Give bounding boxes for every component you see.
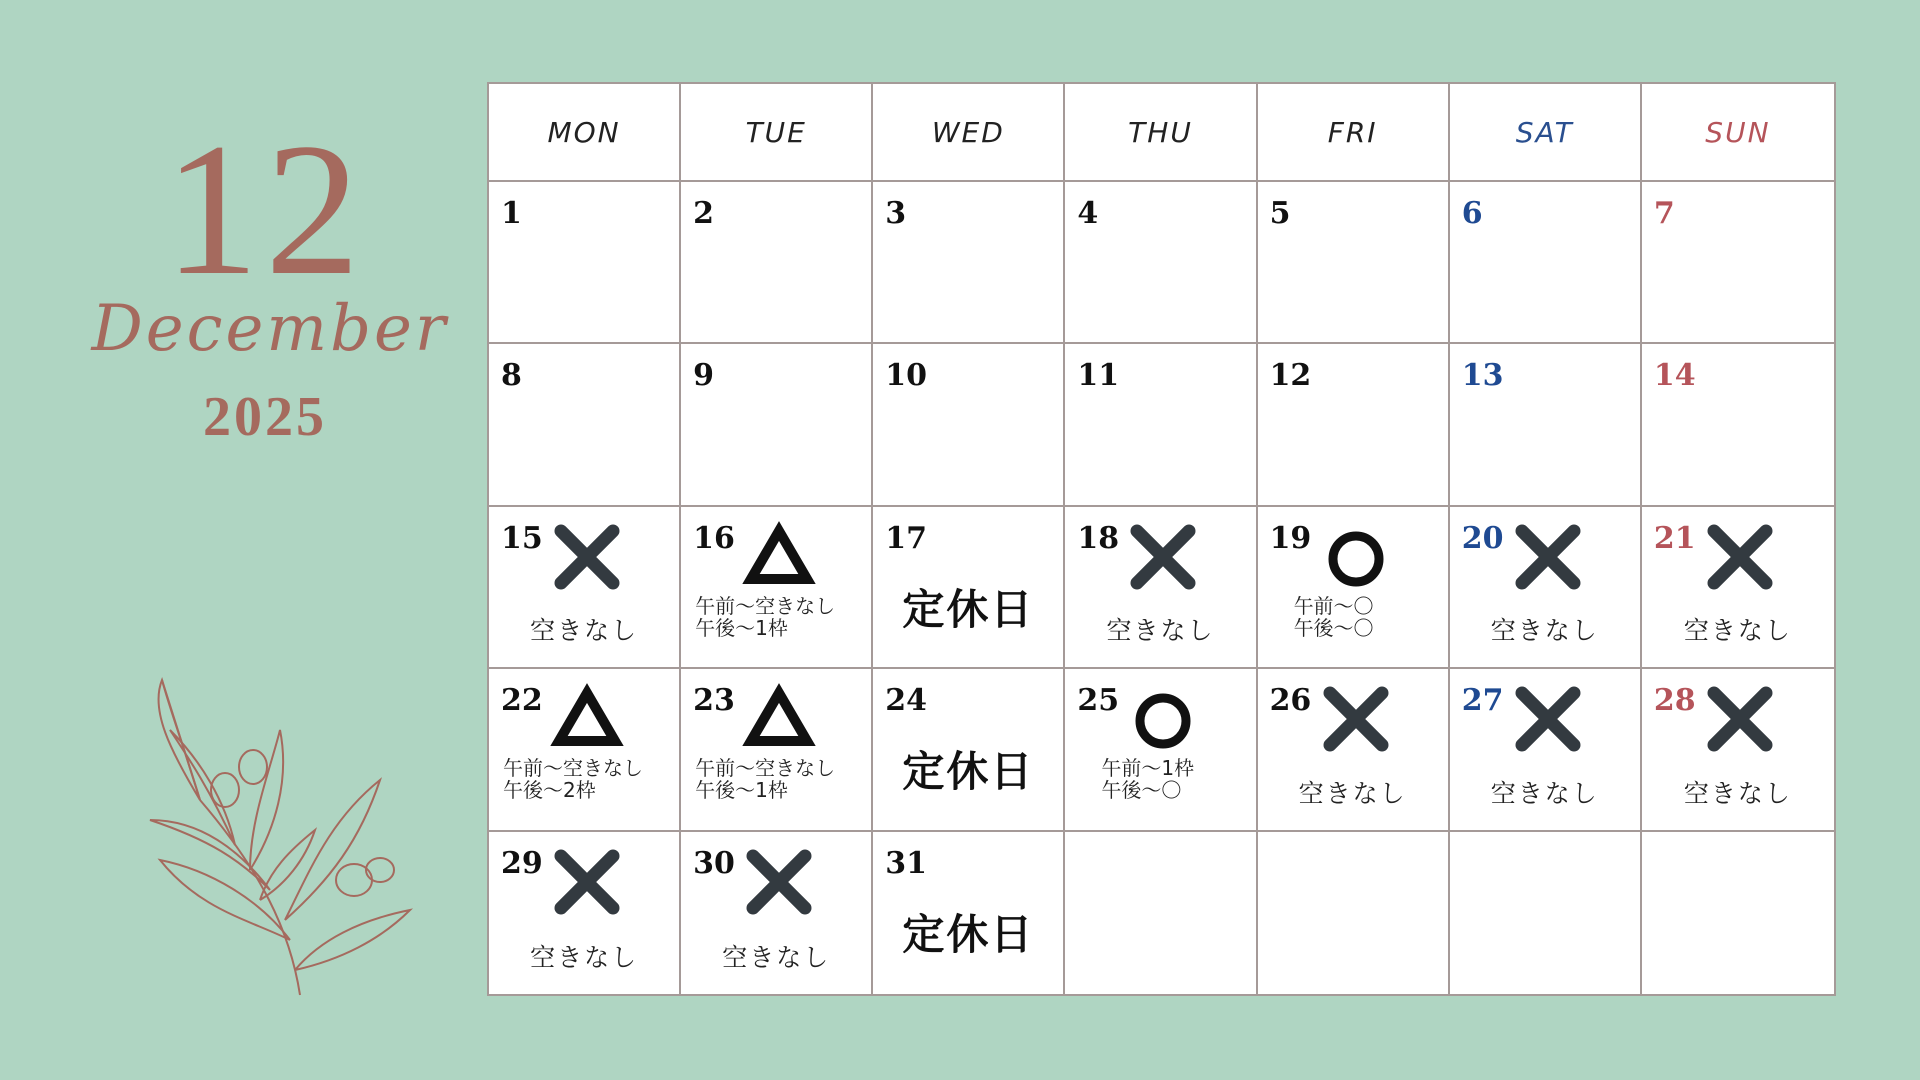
day-cell-23[interactable]	[681, 669, 873, 831]
day-number: 7	[1653, 196, 1675, 231]
day-cell-14[interactable]	[1642, 344, 1834, 506]
afternoon-slot: 午後～1枠	[695, 615, 788, 640]
day-cell-26[interactable]	[1258, 669, 1450, 831]
day-number: 30	[693, 845, 735, 881]
day-number: 11	[1077, 358, 1120, 394]
day-cell-16[interactable]	[681, 507, 873, 669]
day-cell-19[interactable]	[1258, 507, 1450, 669]
availability-note: 空きなし	[1683, 616, 1792, 646]
day-cell-25[interactable]	[1065, 669, 1257, 831]
availability-detail	[695, 757, 867, 801]
day-number: 17	[885, 520, 928, 556]
afternoon-slot: 午後～〇	[1101, 778, 1182, 803]
day-number: 25	[1077, 683, 1120, 719]
day-cell-1[interactable]	[489, 182, 681, 344]
weekday-header-wed: WED	[873, 84, 1065, 182]
day-number: 27	[1461, 683, 1504, 719]
triangle-icon	[741, 519, 817, 595]
weekday-header-fri: FRI	[1258, 84, 1450, 182]
day-cell-30[interactable]	[681, 832, 873, 994]
day-number: 24	[885, 683, 928, 719]
morning-slot: 午前～空きなし	[695, 756, 836, 781]
availability-note: 空きなし	[1490, 616, 1599, 646]
afternoon-slot: 午後～〇	[1293, 615, 1374, 640]
day-number: 15	[501, 520, 543, 556]
olive-branch-illustration	[140, 670, 430, 1000]
day-number: 20	[1461, 520, 1504, 556]
day-number: 26	[1269, 683, 1312, 719]
availability-note: 空きなし	[1490, 778, 1599, 808]
day-number: 21	[1653, 520, 1696, 556]
day-cell-6[interactable]	[1450, 182, 1642, 344]
cross-icon	[1702, 519, 1778, 595]
weekday-header-sun: SUN	[1642, 84, 1834, 182]
day-cell-28[interactable]	[1642, 669, 1834, 831]
day-cell-3[interactable]	[873, 182, 1065, 344]
day-number: 10	[885, 358, 928, 394]
day-number: 9	[693, 358, 715, 394]
closed-label: 定休日	[902, 747, 1035, 797]
empty-day-cell	[1642, 832, 1834, 994]
month-number: 12	[164, 105, 366, 315]
day-cell-21[interactable]	[1642, 507, 1834, 669]
day-cell-2[interactable]	[681, 182, 873, 344]
day-number: 23	[693, 683, 735, 719]
day-number: 2	[693, 196, 715, 231]
day-number: 1	[501, 196, 522, 231]
day-cell-29[interactable]	[489, 832, 681, 994]
day-cell-17[interactable]	[873, 507, 1065, 669]
month-name: December	[91, 292, 449, 366]
day-number: 12	[1269, 358, 1312, 394]
day-number: 13	[1461, 358, 1504, 394]
day-cell-10[interactable]	[873, 344, 1065, 506]
cross-icon	[549, 844, 625, 920]
day-number: 6	[1461, 196, 1483, 231]
day-cell-11[interactable]	[1065, 344, 1257, 506]
day-cell-18[interactable]	[1065, 507, 1257, 669]
empty-day-cell	[1258, 832, 1450, 994]
cross-icon	[1510, 681, 1586, 757]
cross-icon	[1125, 519, 1201, 595]
weekday-header-tue: TUE	[681, 84, 873, 182]
day-cell-27[interactable]	[1450, 669, 1642, 831]
day-number: 22	[501, 683, 543, 719]
afternoon-slot: 午後～1枠	[695, 778, 788, 803]
empty-day-cell	[1450, 832, 1642, 994]
closed-label: 定休日	[902, 909, 1035, 959]
day-number: 14	[1653, 358, 1696, 394]
availability-detail	[503, 757, 675, 801]
day-number: 19	[1269, 520, 1312, 556]
day-cell-7[interactable]	[1642, 182, 1834, 344]
triangle-icon	[741, 681, 817, 757]
day-number: 5	[1269, 196, 1291, 231]
closed-label: 定休日	[902, 584, 1035, 634]
day-number: 31	[885, 845, 928, 881]
weekday-header-sat: SAT	[1450, 84, 1642, 182]
cross-icon	[1510, 519, 1586, 595]
empty-day-cell	[1065, 832, 1257, 994]
availability-note: 空きなし	[722, 942, 831, 972]
day-number: 29	[501, 845, 543, 881]
weekday-header-thu: THU	[1065, 84, 1257, 182]
day-cell-4[interactable]	[1065, 182, 1257, 344]
cross-icon	[1318, 681, 1394, 757]
availability-detail	[1294, 595, 1444, 639]
morning-slot: 午前～空きなし	[503, 756, 643, 781]
availability-detail	[1101, 757, 1251, 801]
day-number: 18	[1077, 520, 1120, 556]
cross-icon	[1702, 681, 1778, 757]
day-cell-24[interactable]	[873, 669, 1065, 831]
day-cell-5[interactable]	[1258, 182, 1450, 344]
day-cell-15[interactable]	[489, 507, 681, 669]
day-number: 8	[501, 358, 522, 394]
afternoon-slot: 午後～2枠	[503, 778, 596, 803]
morning-slot: 午前～1枠	[1101, 756, 1195, 781]
availability-note: 空きなし	[1106, 616, 1215, 646]
morning-slot: 午前～空きなし	[695, 593, 836, 618]
availability-note: 空きなし	[1683, 778, 1792, 808]
day-cell-13[interactable]	[1450, 344, 1642, 506]
cross-icon	[741, 844, 817, 920]
year: 2025	[203, 386, 327, 448]
day-number: 28	[1653, 683, 1696, 719]
day-cell-22[interactable]	[489, 669, 681, 831]
month-panel	[0, 0, 490, 1080]
cross-icon	[549, 519, 625, 595]
availability-note: 空きなし	[530, 616, 639, 646]
day-number: 4	[1077, 196, 1099, 231]
morning-slot: 午前～〇	[1293, 593, 1374, 618]
day-number: 16	[693, 520, 735, 556]
calendar-grid	[487, 82, 1836, 996]
day-cell-20[interactable]	[1450, 507, 1642, 669]
day-cell-9[interactable]	[681, 344, 873, 506]
day-cell-31[interactable]	[873, 832, 1065, 994]
circle-icon	[1318, 519, 1394, 595]
day-cell-8[interactable]	[489, 344, 681, 506]
weekday-header-mon: MON	[489, 84, 681, 182]
availability-detail	[695, 595, 867, 639]
availability-note: 空きなし	[530, 942, 639, 972]
day-cell-12[interactable]	[1258, 344, 1450, 506]
triangle-icon	[549, 681, 625, 757]
availability-note: 空きなし	[1298, 778, 1407, 808]
day-number: 3	[885, 196, 907, 231]
circle-icon	[1125, 681, 1201, 757]
